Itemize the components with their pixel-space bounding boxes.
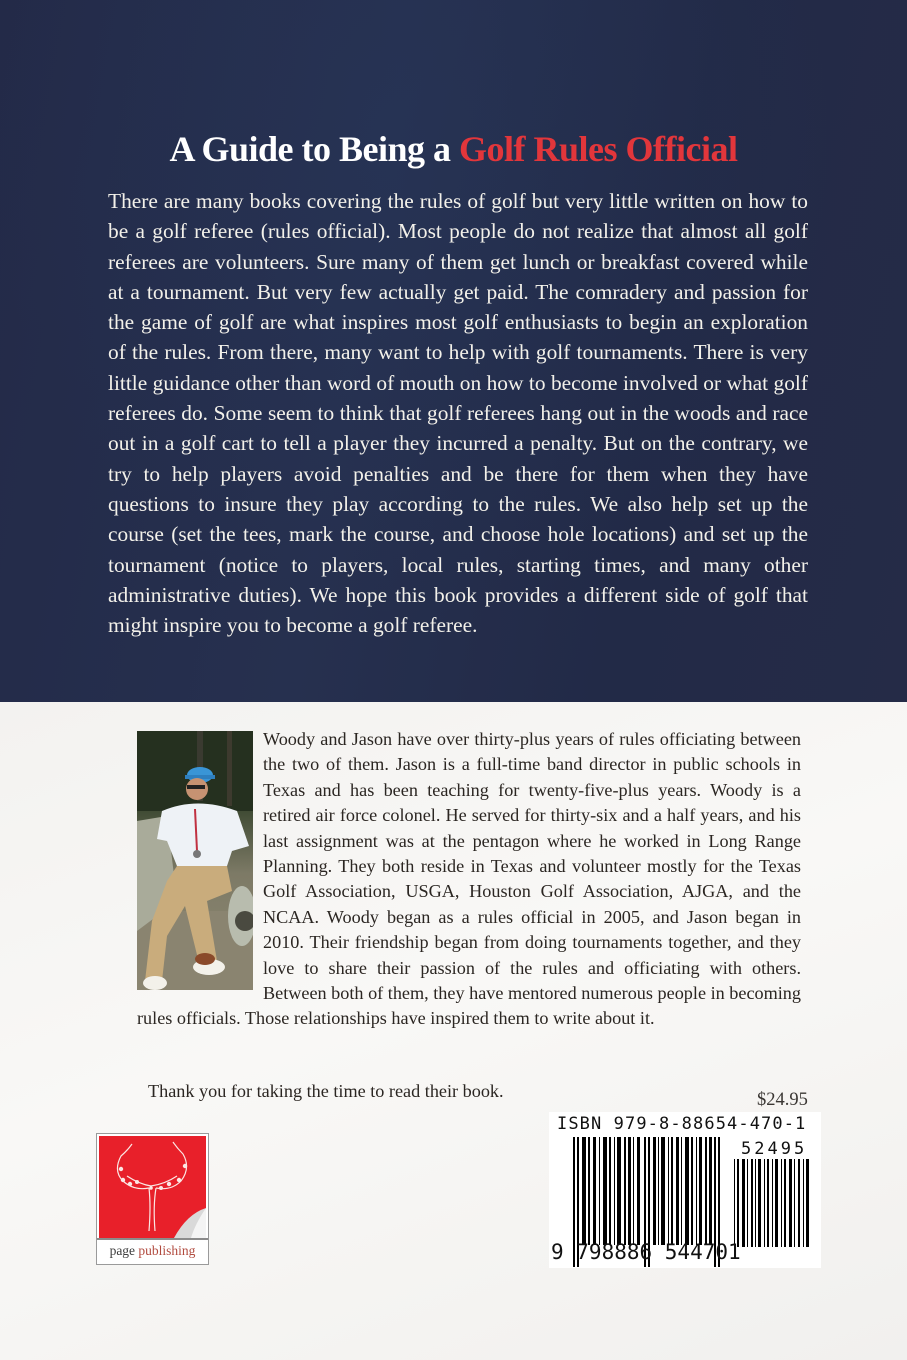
golfer-on-cart-image	[137, 731, 253, 990]
tree-with-page-curl-icon	[99, 1136, 206, 1238]
book-title	[0, 128, 907, 170]
author-bio-text: Woody and Jason have over thirty-plus years of rules officiating between the two of them. Jason is a full-time band director in public schools in Texas and has been teaching for twenty-five-plus years. Woody is a retired air force colonel. He served for thirty-six and a half years, and his last assignment was at the pentagon where he worked in Long Range Planning. They both reside in Texas and volunteer mostly for the Texas Golf Association, USGA, Houston Golf Association, AJGA, and the NCAA. Woody began as a rules official in 2005, and Jason began in 2010. Their friendship began from doing tournaments together, and they love to share their passion of the rules and officiating with others. Between both of them, they have mentored numerous people in becoming rules officials. Those relationships have inspired them to write about it.	[137, 729, 801, 1029]
publisher-logo	[96, 1133, 209, 1265]
logo-divider	[97, 1238, 208, 1240]
isbn-label: ISBN 979-8-88654-470-1	[557, 1114, 807, 1134]
publisher-name-page: page	[109, 1243, 136, 1258]
author-bio-block	[137, 727, 801, 1032]
title-highlight: Golf Rules Official	[459, 129, 738, 169]
barcode-addon-number: 52495	[741, 1139, 808, 1159]
publisher-name-publishing: publishing	[138, 1243, 196, 1258]
title-prefix: A Guide to Being a	[169, 129, 460, 169]
thank-you-line: Thank you for taking the time to read their book.	[148, 1081, 504, 1101]
addon-barcode-bars	[734, 1159, 810, 1247]
isbn-barcode	[549, 1112, 821, 1268]
barcode-digits: 9 798886 544701	[551, 1240, 741, 1264]
book-blurb: There are many books covering the rules of golf but very little written on how to be a golf referee (rules official). Most people do not realize that almost all golf referees are volunteers. Sure many of them get lunch or breakfast covered while at a tournament. But very few actually get paid. The comradery and passion for the game of golf are what inspires most golf enthusiasts to begin an exploration of the rules. From there, many want to help with golf tournaments. There is very little guidance other than word of mouth on how to become involved or what golf referees do. Some seem to think that golf referees hang out in the woods and race out in a golf cart to tell a player they incurred a penalty. But on the contrary, we try to help players avoid penalties and be there for them when they have questions to insure they play according to the rules. We also help set up the course (set the tees, mark the course, and choose hole locations) and set up the tournament (notice to players, local rules, starting times, and many other administrative duties). We hope this book provides a different side of golf that might inspire you to become a golf referee.	[108, 189, 808, 638]
price-label: $24.95	[757, 1090, 808, 1110]
author-photo	[137, 731, 253, 990]
publisher-name	[97, 1243, 208, 1259]
